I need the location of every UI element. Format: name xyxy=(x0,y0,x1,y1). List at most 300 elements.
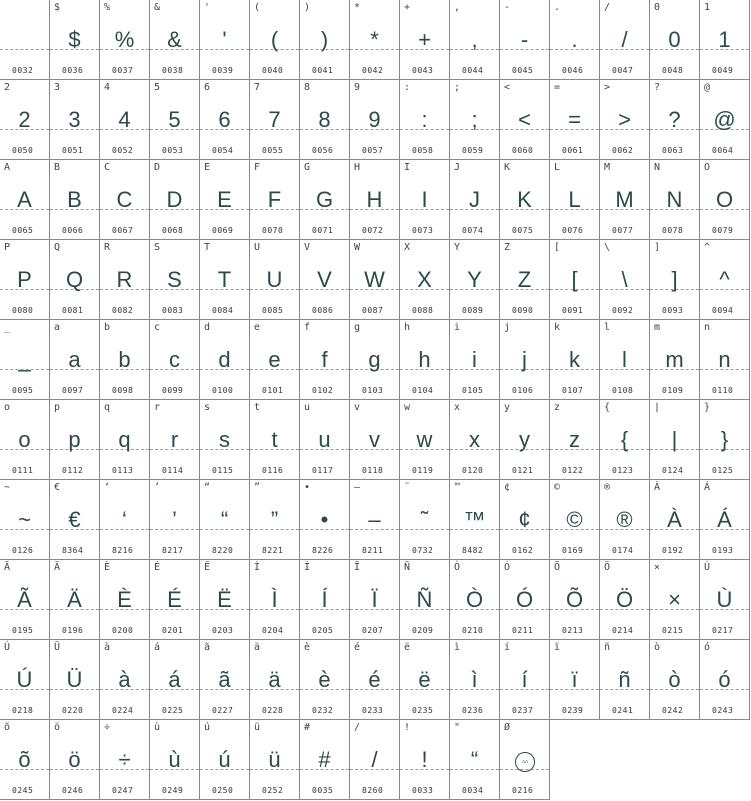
glyph-cell xyxy=(650,480,700,560)
glyph-cell xyxy=(50,240,100,320)
glyph-sample: è xyxy=(318,667,331,692)
glyph-sample: V xyxy=(317,267,332,292)
glyph-label: & xyxy=(154,2,161,13)
glyph-cell xyxy=(0,80,50,160)
glyph-sample: N xyxy=(666,187,683,212)
glyph-code: 0250 xyxy=(212,786,234,795)
glyph-code: 0071 xyxy=(312,226,334,235)
glyph-sample: • xyxy=(320,507,329,532)
glyph-label: ) xyxy=(304,2,311,13)
glyph-code: 0125 xyxy=(712,466,734,475)
glyph-code: 0082 xyxy=(112,306,134,315)
glyph-label: È xyxy=(104,562,111,573)
glyph-cell xyxy=(50,720,100,800)
glyph-sample: é xyxy=(368,667,381,692)
glyph-sample: < xyxy=(518,107,531,132)
glyph-sample: 9 xyxy=(368,107,381,132)
glyph-code: 0732 xyxy=(412,546,434,555)
glyph-cell xyxy=(300,400,350,480)
glyph-label: Ö xyxy=(604,562,611,573)
glyph-cell xyxy=(400,160,450,240)
glyph-label: Õ xyxy=(554,562,561,573)
glyph-label: è xyxy=(304,642,311,653)
glyph-label: 9 xyxy=(354,82,361,93)
glyph-sample: } xyxy=(720,427,729,452)
glyph-code: 0117 xyxy=(312,466,334,475)
glyph-code: 0051 xyxy=(62,146,84,155)
glyph-code: 0213 xyxy=(562,626,584,635)
glyph-label: E xyxy=(204,162,211,173)
glyph-code: 0085 xyxy=(262,306,284,315)
glyph-cell xyxy=(500,400,550,480)
glyph-code: 0101 xyxy=(262,386,284,395)
glyph-cell xyxy=(500,640,550,720)
glyph-sample: © xyxy=(566,507,583,532)
glyph-cell xyxy=(150,320,200,400)
glyph-sample: ¢ xyxy=(518,507,531,532)
glyph-label: Í xyxy=(304,562,311,573)
glyph-cell xyxy=(150,80,200,160)
glyph-cell xyxy=(50,480,100,560)
glyph-sample: . xyxy=(571,27,578,52)
glyph-code: 0038 xyxy=(162,66,184,75)
glyph-cell xyxy=(100,720,150,800)
glyph-code: 0070 xyxy=(262,226,284,235)
glyph-sample: à xyxy=(118,667,131,692)
glyph-sample: / xyxy=(621,27,628,52)
glyph-code: 0245 xyxy=(12,786,34,795)
glyph-cell xyxy=(0,240,50,320)
glyph-label: l xyxy=(604,322,611,333)
glyph-sample: “ xyxy=(220,507,229,532)
glyph-cell xyxy=(500,240,550,320)
glyph-label: e xyxy=(254,322,261,333)
glyph-sample: C xyxy=(116,187,133,212)
glyph-sample: Ò xyxy=(465,587,484,612)
glyph-sample: n xyxy=(718,347,731,372)
glyph-sample: [ xyxy=(571,267,578,292)
glyph-label: ] xyxy=(654,242,661,253)
glyph-sample: J xyxy=(469,187,480,212)
glyph-code: 0073 xyxy=(412,226,434,235)
glyph-cell xyxy=(600,80,650,160)
glyph-sample: L xyxy=(568,187,581,212)
glyph-label: \ xyxy=(604,242,611,253)
glyph-code: 0039 xyxy=(212,66,234,75)
glyph-label: 6 xyxy=(204,82,211,93)
glyph-cell xyxy=(0,480,50,560)
glyph-sample: i xyxy=(472,347,477,372)
glyph-code: 8220 xyxy=(212,546,234,555)
glyph-code: 0099 xyxy=(162,386,184,395)
glyph-label: á xyxy=(154,642,161,653)
glyph-label: ' xyxy=(204,2,211,13)
glyph-sample: ö xyxy=(68,747,81,772)
glyph-code: 0220 xyxy=(62,706,84,715)
glyph-cell xyxy=(600,160,650,240)
glyph-sample: ~ xyxy=(18,507,31,532)
glyph-label: [ xyxy=(554,242,561,253)
glyph-code: 0122 xyxy=(562,466,584,475)
glyph-code: 0037 xyxy=(112,66,134,75)
glyph-sample: × xyxy=(668,587,681,612)
glyph-label: H xyxy=(354,162,361,173)
glyph-code: 0201 xyxy=(162,626,184,635)
glyph-code: 0060 xyxy=(512,146,534,155)
glyph-code: 0033 xyxy=(412,786,434,795)
glyph-cell xyxy=(200,640,250,720)
glyph-sample: ÷ xyxy=(118,747,131,772)
glyph-label: C xyxy=(104,162,111,173)
glyph-cell xyxy=(200,240,250,320)
glyph-code: 0035 xyxy=(312,786,334,795)
glyph-label: ï xyxy=(554,642,561,653)
glyph-code: 0078 xyxy=(662,226,684,235)
glyph-label: B xyxy=(54,162,61,173)
glyph-sample: | xyxy=(671,427,678,452)
glyph-label: P xyxy=(4,242,11,253)
glyph-cell xyxy=(300,720,350,800)
glyph-code: 0192 xyxy=(662,546,684,555)
glyph-code: 0063 xyxy=(662,146,684,155)
glyph-sample: À xyxy=(667,507,682,532)
glyph-label: - xyxy=(504,2,511,13)
glyph-label: O xyxy=(704,162,711,173)
glyph-cell xyxy=(250,240,300,320)
glyph-sample: í xyxy=(521,667,528,692)
glyph-label: ~ xyxy=(4,482,11,493)
glyph-label: D xyxy=(154,162,161,173)
glyph-label: K xyxy=(504,162,511,173)
glyph-label: F xyxy=(254,162,261,173)
glyph-cell xyxy=(600,0,650,80)
glyph-sample: ñ xyxy=(618,667,631,692)
glyph-cell xyxy=(400,720,450,800)
glyph-label: Ò xyxy=(454,562,461,573)
glyph-label: W xyxy=(354,242,361,253)
glyph-code: 0239 xyxy=(562,706,584,715)
glyph-label: q xyxy=(104,402,111,413)
glyph-cell xyxy=(250,720,300,800)
glyph-cell xyxy=(400,0,450,80)
glyph-code: 0224 xyxy=(112,706,134,715)
glyph-cell xyxy=(350,0,400,80)
glyph-cell xyxy=(100,320,150,400)
glyph-sample: ë xyxy=(418,667,431,692)
glyph-cell xyxy=(600,640,650,720)
glyph-label: # xyxy=(304,722,311,733)
glyph-code: 0057 xyxy=(362,146,384,155)
glyph-sample: I xyxy=(421,187,428,212)
glyph-code: 0088 xyxy=(412,306,434,315)
glyph-cell xyxy=(100,400,150,480)
glyph-code: 0075 xyxy=(512,226,534,235)
glyph-label: = xyxy=(554,82,561,93)
glyph-code: 0195 xyxy=(12,626,34,635)
glyph-cell xyxy=(500,80,550,160)
glyph-cell xyxy=(450,80,500,160)
glyph-sample: _ xyxy=(18,347,31,372)
glyph-cell xyxy=(450,560,500,640)
glyph-sample: x xyxy=(469,427,480,452)
glyph-label: 5 xyxy=(154,82,161,93)
glyph-sample: ú xyxy=(218,747,231,772)
glyph-sample: B xyxy=(67,187,82,212)
glyph-cell xyxy=(500,560,550,640)
glyph-code: 0076 xyxy=(562,226,584,235)
glyph-label: r xyxy=(154,402,161,413)
glyph-code: 0247 xyxy=(112,786,134,795)
glyph-label: c xyxy=(154,322,161,333)
glyph-sample: Ù xyxy=(716,587,733,612)
glyph-code: 0121 xyxy=(512,466,534,475)
glyph-label: é xyxy=(354,642,361,653)
glyph-code: 0105 xyxy=(462,386,484,395)
glyph-cell xyxy=(600,240,650,320)
glyph-code: 0106 xyxy=(512,386,534,395)
glyph-code: 0242 xyxy=(662,706,684,715)
glyph-cell xyxy=(200,400,250,480)
glyph-sample: “ xyxy=(470,747,479,772)
glyph-label: t xyxy=(254,402,261,413)
glyph-code: 0072 xyxy=(362,226,384,235)
glyph-sample: d xyxy=(218,347,231,372)
glyph-cell xyxy=(100,240,150,320)
glyph-code: 0210 xyxy=(462,626,484,635)
glyph-sample: u xyxy=(318,427,331,452)
glyph-label: ˜ xyxy=(404,482,411,493)
glyph-code: 8226 xyxy=(312,546,334,555)
glyph-cell xyxy=(700,400,750,480)
glyph-label: 3 xyxy=(54,82,61,93)
glyph-code: 0040 xyxy=(262,66,284,75)
glyph-cell xyxy=(0,400,50,480)
glyph-code: 0042 xyxy=(362,66,384,75)
glyph-code: 0079 xyxy=(712,226,734,235)
glyph-sample: õ xyxy=(18,747,31,772)
glyph-sample: É xyxy=(167,587,182,612)
glyph-code: 0227 xyxy=(212,706,234,715)
glyph-label: ” xyxy=(254,482,261,493)
glyph-sample: ' xyxy=(222,27,227,52)
glyph-sample: k xyxy=(569,347,580,372)
glyph-sample: = xyxy=(568,107,581,132)
glyph-sample: & xyxy=(167,27,182,52)
glyph-sample: r xyxy=(170,427,179,452)
glyph-label: S xyxy=(154,242,161,253)
glyph-sample: Ó xyxy=(515,587,534,612)
glyph-label: € xyxy=(54,482,61,493)
glyph-label: , xyxy=(454,2,461,13)
glyph-label: ò xyxy=(654,642,661,653)
glyph-code: 0110 xyxy=(712,386,734,395)
glyph-cell xyxy=(250,640,300,720)
glyph-code: 0045 xyxy=(512,66,534,75)
glyph-label: ® xyxy=(604,482,611,493)
glyph-label: ™ xyxy=(454,482,461,493)
glyph-cell xyxy=(150,640,200,720)
glyph-cell xyxy=(150,0,200,80)
glyph-label: ‘ xyxy=(104,482,111,493)
glyph-label: 2 xyxy=(4,82,11,93)
glyph-sample: y xyxy=(519,427,530,452)
glyph-label: y xyxy=(504,402,511,413)
glyph-code: 0065 xyxy=(12,226,34,235)
glyph-sample: 8 xyxy=(318,107,331,132)
glyph-sample: M xyxy=(615,187,634,212)
glyph-sample: ó xyxy=(718,667,731,692)
glyph-sample: Y xyxy=(467,267,482,292)
glyph-label: Y xyxy=(454,242,461,253)
glyph-sample: Í xyxy=(321,587,328,612)
glyph-sample: A xyxy=(17,187,32,212)
glyph-sample: Ë xyxy=(217,587,232,612)
glyph-label: © xyxy=(554,482,561,493)
glyph-code: 0047 xyxy=(612,66,634,75)
glyph-label: i xyxy=(454,322,461,333)
glyph-sample: b xyxy=(118,347,131,372)
glyph-label: b xyxy=(104,322,111,333)
glyph-label: I xyxy=(404,162,411,173)
glyph-cell xyxy=(50,560,100,640)
glyph-sample: ˜ xyxy=(420,507,429,532)
glyph-sample: G xyxy=(315,187,334,212)
glyph-code: 0054 xyxy=(212,146,234,155)
glyph-cell xyxy=(650,320,700,400)
glyph-cell xyxy=(350,480,400,560)
glyph-code: 0236 xyxy=(462,706,484,715)
glyph-code: 0061 xyxy=(562,146,584,155)
glyph-cell xyxy=(400,560,450,640)
glyph-code: 0034 xyxy=(462,786,484,795)
glyph-cell xyxy=(650,160,700,240)
glyph-cell xyxy=(300,480,350,560)
glyph-label: < xyxy=(504,82,511,93)
glyph-code: 0211 xyxy=(512,626,534,635)
glyph-code: 0237 xyxy=(512,706,534,715)
glyph-cell xyxy=(550,560,600,640)
glyph-label: Ü xyxy=(54,642,61,653)
glyph-sample: Ã xyxy=(17,587,32,612)
glyph-code: 0124 xyxy=(662,466,684,475)
glyph-cell xyxy=(0,0,50,80)
glyph-cell xyxy=(550,480,600,560)
glyph-label: ù xyxy=(154,722,161,733)
glyph-code: 0107 xyxy=(562,386,584,395)
glyph-code: 0081 xyxy=(62,306,84,315)
glyph-cell xyxy=(100,160,150,240)
glyph-cell xyxy=(200,0,250,80)
glyph-code: 0044 xyxy=(462,66,484,75)
glyph-cell xyxy=(250,480,300,560)
glyph-sample: a xyxy=(68,347,81,372)
glyph-cell xyxy=(350,560,400,640)
glyph-code: 0205 xyxy=(312,626,334,635)
glyph-cell xyxy=(100,0,150,80)
glyph-sample: 0 xyxy=(668,27,681,52)
glyph-label: É xyxy=(154,562,161,573)
glyph-code: 0053 xyxy=(162,146,184,155)
glyph-sample: U xyxy=(266,267,283,292)
glyph-label: v xyxy=(354,402,361,413)
glyph-label: Á xyxy=(704,482,711,493)
glyph-sample: # xyxy=(318,747,331,772)
glyph-code: 0103 xyxy=(362,386,384,395)
glyph-code: 0093 xyxy=(662,306,684,315)
glyph-code: 0243 xyxy=(712,706,734,715)
glyph-code: 0113 xyxy=(112,466,134,475)
glyph-code: 0095 xyxy=(12,386,34,395)
glyph-code: 0217 xyxy=(712,626,734,635)
glyph-sample: Ö xyxy=(615,587,634,612)
glyph-code: 0115 xyxy=(212,466,234,475)
glyph-cell xyxy=(50,640,100,720)
glyph-cell xyxy=(700,0,750,80)
glyph-sample: ò xyxy=(668,667,681,692)
glyph-cell xyxy=(650,560,700,640)
glyph-label: 0 xyxy=(654,2,661,13)
glyph-sample: o xyxy=(18,427,31,452)
glyph-sample: g xyxy=(368,347,381,372)
glyph-code: 0120 xyxy=(462,466,484,475)
glyph-code: 0246 xyxy=(62,786,84,795)
glyph-code: 0114 xyxy=(162,466,184,475)
glyph-cell xyxy=(700,240,750,320)
glyph-code: 0062 xyxy=(612,146,634,155)
glyph-sample: 6 xyxy=(218,107,231,132)
glyph-label: X xyxy=(404,242,411,253)
glyph-sample: q xyxy=(118,427,131,452)
glyph-label: % xyxy=(104,2,111,13)
glyph-label: Z xyxy=(504,242,511,253)
glyph-label: ä xyxy=(254,642,261,653)
glyph-label: À xyxy=(654,482,661,493)
glyph-code: 0067 xyxy=(112,226,134,235)
glyph-sample: á xyxy=(168,667,181,692)
glyph-cell xyxy=(50,400,100,480)
glyph-cell xyxy=(350,640,400,720)
glyph-cell xyxy=(450,160,500,240)
glyph-label: Ä xyxy=(54,562,61,573)
glyph-code: 0090 xyxy=(512,306,534,315)
glyph-label: ö xyxy=(54,722,61,733)
glyph-sample: - xyxy=(520,27,529,52)
glyph-code: 0094 xyxy=(712,306,734,315)
glyph-sample: ‘ xyxy=(122,507,127,532)
glyph-cell xyxy=(500,160,550,240)
glyph-label: Ë xyxy=(204,562,211,573)
glyph-sample: ® xyxy=(616,507,633,532)
glyph-code: 0116 xyxy=(262,466,284,475)
glyph-cell xyxy=(500,320,550,400)
glyph-cell xyxy=(200,80,250,160)
glyph-label: ì xyxy=(454,642,461,653)
glyph-cell xyxy=(200,480,250,560)
glyph-cell xyxy=(350,160,400,240)
glyph-cell xyxy=(50,0,100,80)
glyph-label: Ø xyxy=(504,722,511,733)
glyph-cell xyxy=(400,240,450,320)
glyph-sample: 2 xyxy=(18,107,31,132)
glyph-cell xyxy=(450,320,500,400)
glyph-sample: p xyxy=(68,427,81,452)
glyph-code: 8482 xyxy=(462,546,484,555)
glyph-label: p xyxy=(54,402,61,413)
glyph-label: Ú xyxy=(4,642,11,653)
glyph-cell xyxy=(0,560,50,640)
glyph-sample: h xyxy=(418,347,431,372)
glyph-cell xyxy=(550,320,600,400)
